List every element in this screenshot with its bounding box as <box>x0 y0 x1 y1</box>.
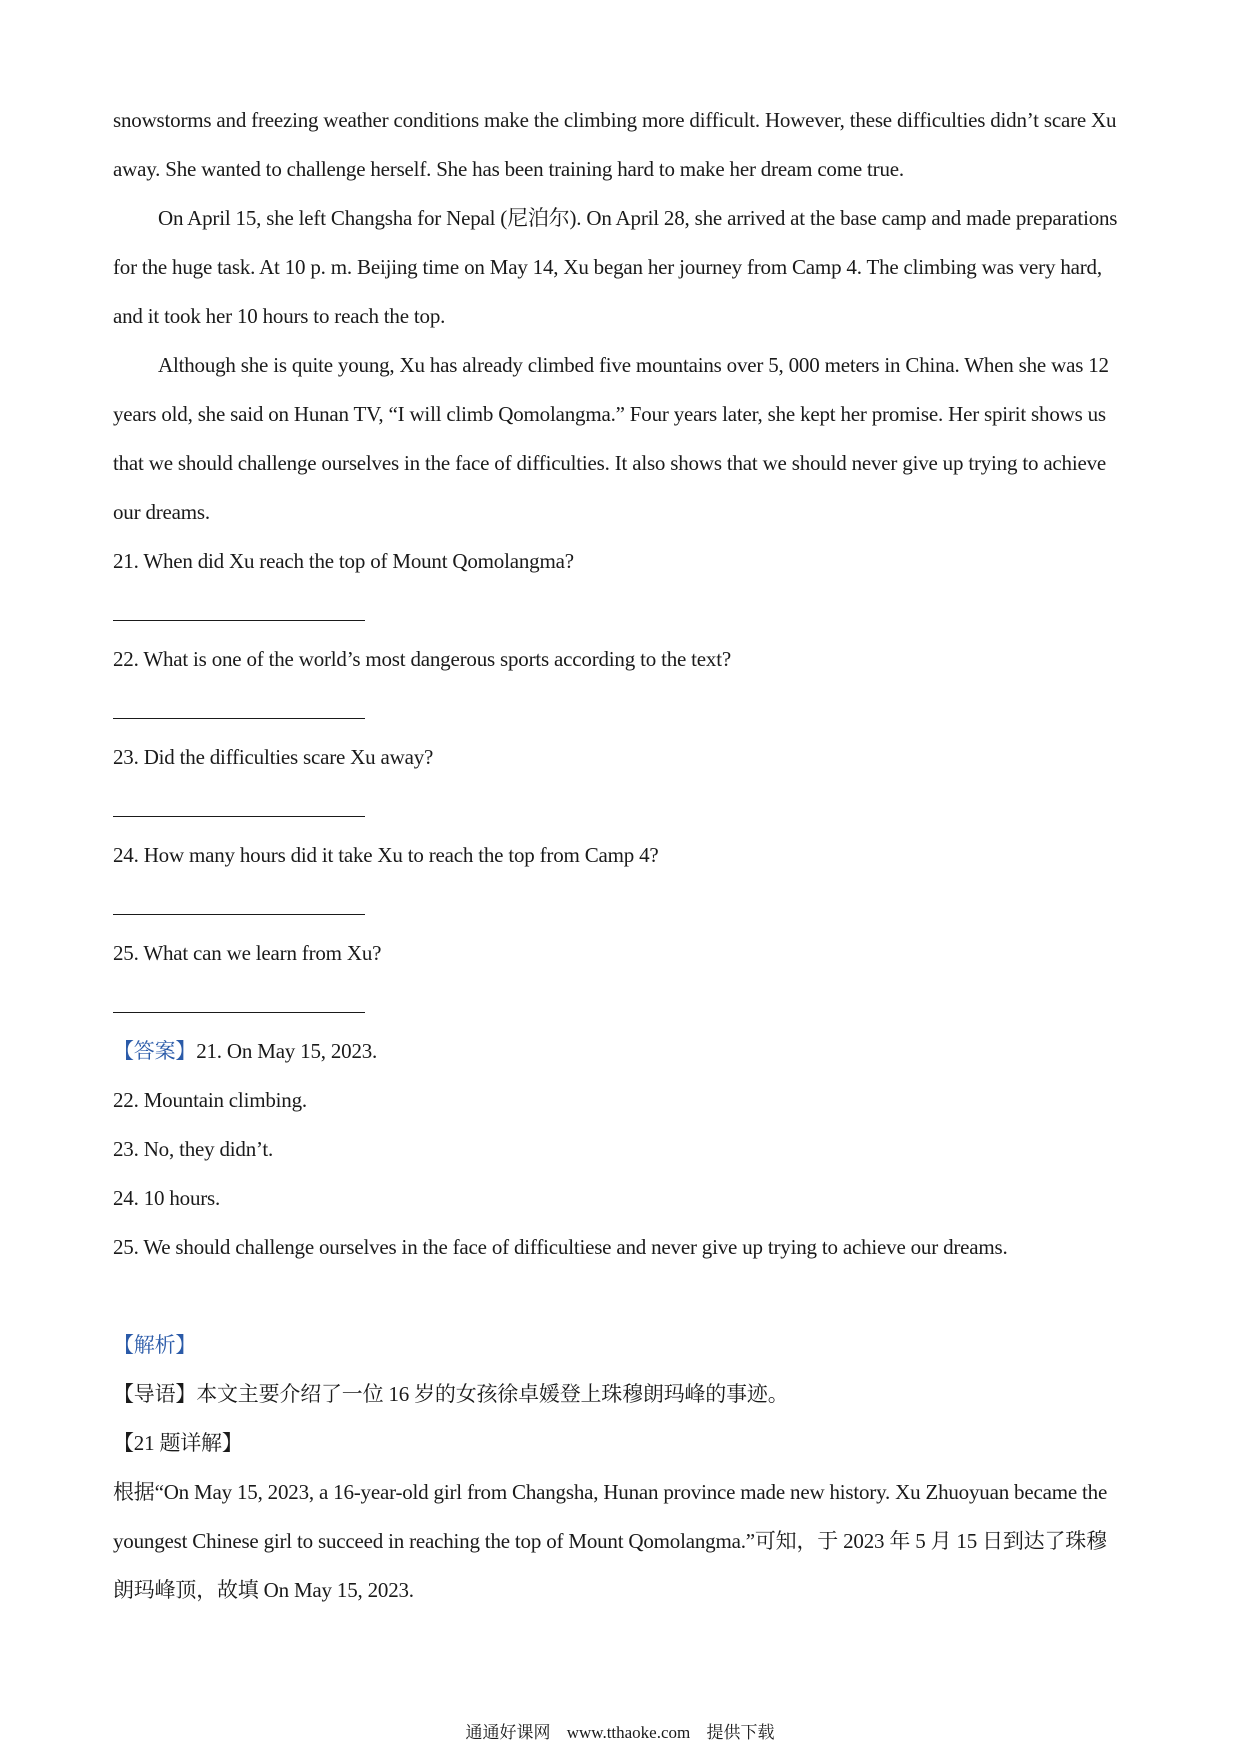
footer-url[interactable]: www.tthaoke.com <box>566 1723 691 1742</box>
question-22: 22. What is one of the world’s most dangerous sports according to the text? <box>113 647 731 671</box>
intro-text: 本文主要介绍了一位 16 岁的女孩徐卓媛登上珠穆朗玛峰的事迹。 <box>196 1382 789 1406</box>
answer-21-text: 21. On May 15, 2023. <box>196 1039 378 1063</box>
answer-label: 【答案】 <box>113 1039 197 1063</box>
question-21: 21. When did Xu reach the top of Mount Qomolangma? <box>113 549 574 573</box>
detail-label: 【21 题详解】 <box>113 1431 243 1455</box>
answer-blank-22[interactable] <box>113 684 365 733</box>
question-25: 25. What can we learn from Xu? <box>113 941 382 965</box>
question-24: 24. How many hours did it take Xu to reach the top from Camp 4? <box>113 843 659 867</box>
passage-paragraph-2: On April 15, she left Changsha for Nepal (尼泊尔). On April 28, she arrived at the base camp and made preparations for the huge task. At 10 p. m. Beijing time on May 14, Xu began her journey from Camp 4. The climbing was very hard, and it took her 10 hours to reach the top. <box>113 206 1118 328</box>
answer-blank-24[interactable] <box>113 880 365 929</box>
document-page <box>113 96 1123 1615</box>
detail-text: 根据“On May 15, 2023, a 16-year-old girl from Changsha, Hunan province made new history. Xu Zhuoyuan became the youngest Chinese girl to succeed in reaching the top of Mount Qomolangma.”可知，于 2023 年 5 月 15 日到达了珠穆朗玛峰顶，故填 On May 15, 2023. <box>113 1480 1108 1602</box>
answer-blank-25[interactable] <box>113 978 365 1027</box>
analysis-label: 【解析】 <box>113 1333 197 1357</box>
section-spacer <box>113 1272 1123 1321</box>
passage-paragraph-3: Although she is quite young, Xu has already climbed five mountains over 5, 000 meters in China. When she was 12 years old, she said on Hunan TV, “I will climb Qomolangma.” Four years later, she kept her promise. Her spirit shows us that we should challenge ourselves in the face of difficulties. It also shows that we should never give up trying to achieve our dreams. <box>113 353 1109 524</box>
footer-note: 提供下载 <box>706 1723 775 1742</box>
analysis-intro <box>113 1370 1123 1419</box>
answer-25: 25. We should challenge ourselves in the face of difficultiese and never give up trying to achieve our dreams. <box>113 1235 1008 1259</box>
intro-label: 【导语】 <box>113 1382 197 1406</box>
answer-blank-21[interactable] <box>113 586 365 635</box>
answer-23: 23. No, they didn’t. <box>113 1137 274 1161</box>
question-23: 23. Did the difficulties scare Xu away? <box>113 745 434 769</box>
page-footer <box>0 1722 1240 1744</box>
answer-22: 22. Mountain climbing. <box>113 1088 307 1112</box>
footer-site-name: 通通好课网 <box>465 1723 551 1742</box>
answer-21 <box>113 1027 1123 1076</box>
passage-paragraph-1: snowstorms and freezing weather conditions make the climbing more difficult. However, these difficulties didn’t scare Xu away. She wanted to challenge herself. She has been training hard to make her dream come true. <box>113 108 1117 181</box>
answer-24: 24. 10 hours. <box>113 1186 221 1210</box>
answer-blank-23[interactable] <box>113 782 365 831</box>
